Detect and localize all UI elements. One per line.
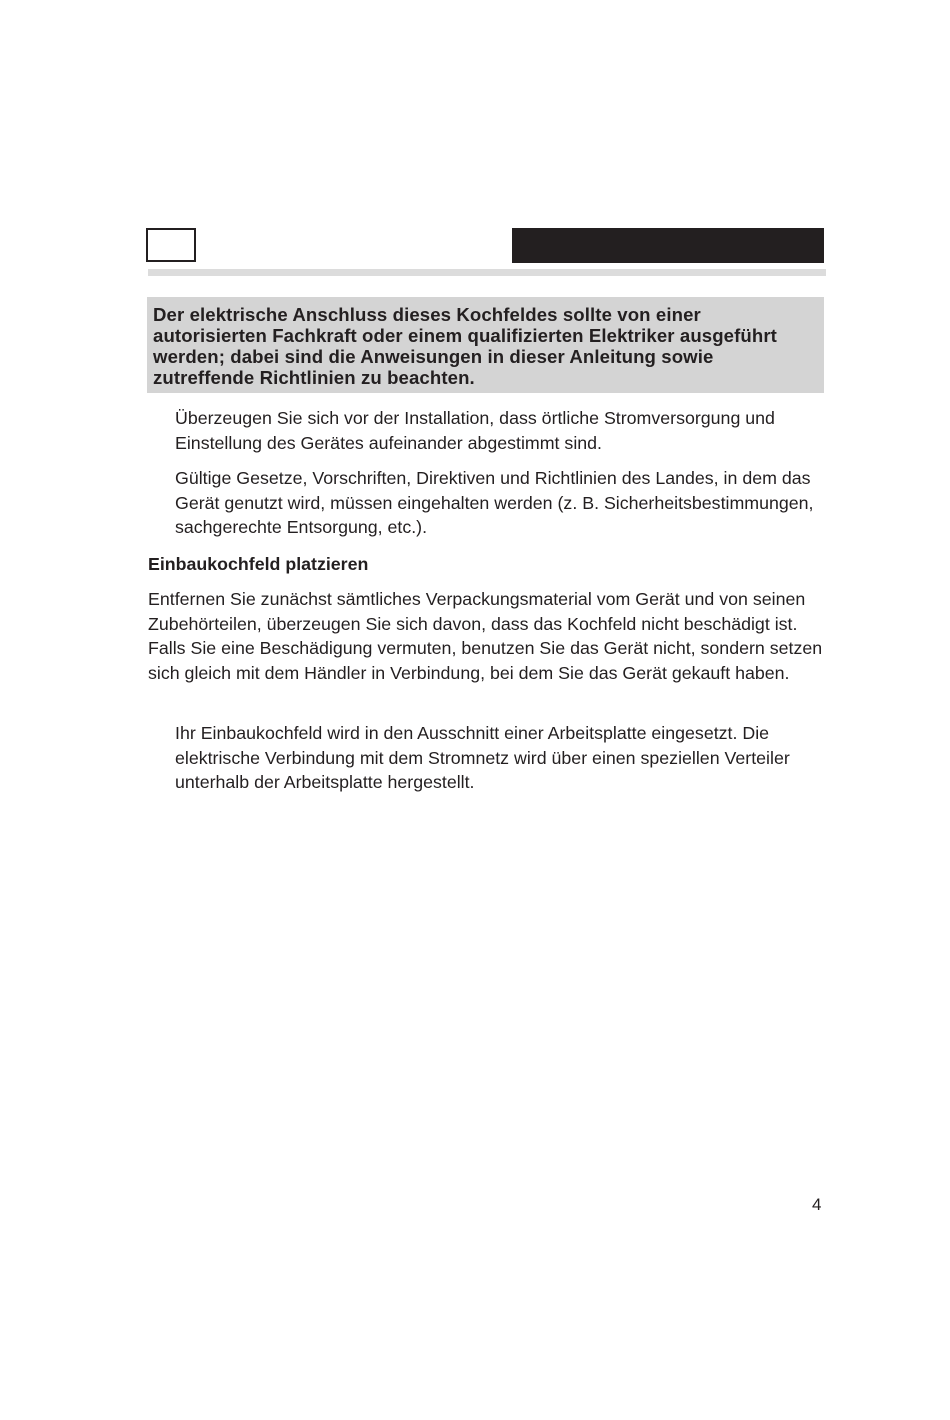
- paragraph-installation-cutout: Ihr Einbaukochfeld wird in den Ausschnitt einer Arbeitsplatte eingesetzt. Die elektrische Verbindung mit dem Stromnetz wird über einen speziellen Verteiler unterhalb der Arbeitsplatte hergestellt.: [175, 723, 790, 793]
- paragraph-installation-check: Überzeugen Sie sich vor der Installation, dass örtliche Stromversorgung und Einstellung des Gerätes aufeinander abgestimmt sind.: [175, 408, 775, 453]
- paragraph-unpacking: Entfernen Sie zunächst sämtliches Verpackungsmaterial vom Gerät und von seinen Zubehörteilen, überzeugen Sie sich davon, dass das Kochfeld nicht beschädigt ist. Falls Sie eine Beschädigung vermuten, benutzen Sie das Gerät nicht, sondern setzen sich gleich mit dem Händler in Verbindung, bei dem Sie das Gerät gekauft haben.: [148, 589, 823, 684]
- page-number: 4: [812, 1195, 822, 1214]
- header-box-outline: [146, 228, 196, 262]
- section-heading: Einbaukochfeld platzieren: [148, 554, 369, 574]
- paragraph-regulations: Gültige Gesetze, Vorschriften, Direktiven und Richtlinien des Landes, in dem das Gerät genutzt wird, müssen eingehalten werden (z. B. Sicherheitsbestimmungen, sachgerechte Entsorgung, etc.).: [175, 468, 814, 538]
- header-black-bar: [512, 228, 824, 263]
- warning-box: Der elektrische Anschluss dieses Kochfeldes sollte von einer autorisierten Fachkraft oder einem qualifizierten Elektriker ausgeführt werden; dabei sind die Anweisungen in dieser Anleitung sowie zutreffende Richtlinien zu beachten.: [147, 297, 824, 393]
- header-divider: [148, 269, 826, 276]
